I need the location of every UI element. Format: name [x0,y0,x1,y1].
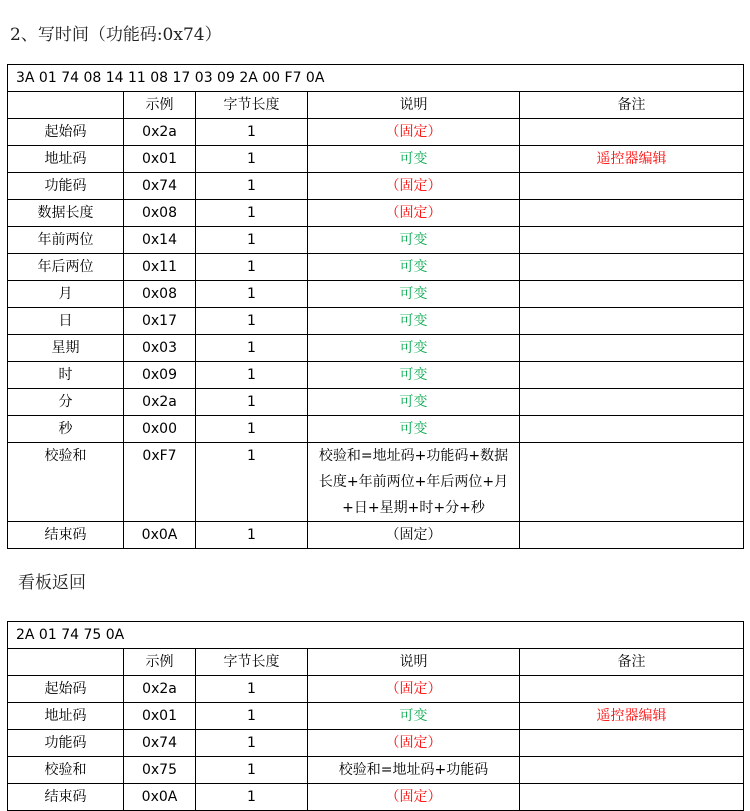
table-row [8,676,744,703]
table-row [8,308,744,335]
description: （固定） [308,119,520,146]
description: （固定） [308,200,520,227]
description: （固定） [308,784,520,811]
description: 可变 [308,308,520,335]
field-name: 星期 [8,335,124,362]
byte-length: 1 [196,335,308,362]
field-name: 地址码 [8,146,124,173]
example-value: 0x08 [124,281,196,308]
field-name: 日 [8,308,124,335]
table-row [8,443,744,522]
field-name: 月 [8,281,124,308]
example-value: 0x17 [124,308,196,335]
column-header: 示例 [124,649,196,676]
field-name: 年后两位 [8,254,124,281]
byte-length: 1 [196,443,308,522]
column-header: 备注 [520,92,744,119]
byte-length: 1 [196,200,308,227]
response-title: 看板返回 [18,573,86,593]
field-name: 起始码 [8,119,124,146]
byte-length: 1 [196,676,308,703]
table-row [8,173,744,200]
hex-frame: 3A 01 74 08 14 11 08 17 03 09 2A 00 F7 0A [8,65,744,92]
field-name: 年前两位 [8,227,124,254]
field-name: 秒 [8,416,124,443]
byte-length: 1 [196,757,308,784]
table-row [8,281,744,308]
example-value: 0xF7 [124,443,196,522]
field-name: 地址码 [8,703,124,730]
description: （固定） [308,522,520,549]
example-value: 0x74 [124,173,196,200]
description: 可变 [308,281,520,308]
remark [520,784,744,811]
column-header [8,649,124,676]
example-value: 0x2a [124,389,196,416]
table-row [8,389,744,416]
header-row [8,92,744,119]
example-value: 0x01 [124,146,196,173]
remark [520,308,744,335]
description: （固定） [308,676,520,703]
byte-length: 1 [196,227,308,254]
column-header: 字节长度 [196,649,308,676]
column-header: 备注 [520,649,744,676]
table-row [8,730,744,757]
column-header: 示例 [124,92,196,119]
remark [520,757,744,784]
byte-length: 1 [196,173,308,200]
field-name: 时 [8,362,124,389]
example-value: 0x2a [124,119,196,146]
remark [520,173,744,200]
table-row [8,119,744,146]
example-value: 0x00 [124,416,196,443]
field-name: 校验和 [8,757,124,784]
table-row [8,335,744,362]
example-value: 0x09 [124,362,196,389]
byte-length: 1 [196,389,308,416]
description: 可变 [308,389,520,416]
column-header [8,92,124,119]
example-value: 0x14 [124,227,196,254]
byte-length: 1 [196,119,308,146]
example-value: 0x0A [124,784,196,811]
byte-length: 1 [196,281,308,308]
byte-length: 1 [196,308,308,335]
remark [520,416,744,443]
remark [520,335,744,362]
response-table [7,621,744,811]
table-row [8,254,744,281]
remark [520,254,744,281]
description: 可变 [308,362,520,389]
description: 可变 [308,227,520,254]
description: （固定） [308,730,520,757]
remark [520,200,744,227]
section-title: 2、写时间（功能码:0x74） [10,25,222,45]
remark [520,119,744,146]
column-header: 字节长度 [196,92,308,119]
field-name: 校验和 [8,443,124,522]
field-name: 功能码 [8,173,124,200]
remark [520,443,744,522]
table-row [8,362,744,389]
remark [520,730,744,757]
example-value: 0x08 [124,200,196,227]
remark [520,389,744,416]
description: 可变 [308,416,520,443]
header-row [8,649,744,676]
table-row [8,703,744,730]
byte-length: 1 [196,703,308,730]
field-name: 起始码 [8,676,124,703]
example-value: 0x01 [124,703,196,730]
column-header: 说明 [308,92,520,119]
table-row [8,227,744,254]
table-row [8,416,744,443]
description: 可变 [308,335,520,362]
hex-frame: 2A 01 74 75 0A [8,622,744,649]
table-row [8,522,744,549]
field-name: 数据长度 [8,200,124,227]
byte-length: 1 [196,362,308,389]
field-name: 功能码 [8,730,124,757]
column-header: 说明 [308,649,520,676]
remark [520,676,744,703]
byte-length: 1 [196,784,308,811]
byte-length: 1 [196,146,308,173]
table-row [8,784,744,811]
byte-length: 1 [196,730,308,757]
example-value: 0x0A [124,522,196,549]
remark [520,362,744,389]
example-value: 0x74 [124,730,196,757]
field-name: 结束码 [8,784,124,811]
remark: 遥控器编辑 [520,703,744,730]
table-row [8,757,744,784]
example-value: 0x2a [124,676,196,703]
description: 可变 [308,146,520,173]
table-row [8,200,744,227]
example-value: 0x75 [124,757,196,784]
example-value: 0x03 [124,335,196,362]
table-row [8,146,744,173]
description: 校验和=地址码+功能码+数据长度+年前两位+年后两位+月+日+星期+时+分+秒 [308,443,520,522]
remark [520,522,744,549]
description: （固定） [308,173,520,200]
field-name: 结束码 [8,522,124,549]
description: 可变 [308,703,520,730]
remark [520,227,744,254]
example-value: 0x11 [124,254,196,281]
remark: 遥控器编辑 [520,146,744,173]
byte-length: 1 [196,522,308,549]
remark [520,281,744,308]
write-time-table [7,64,744,549]
description: 校验和=地址码+功能码 [308,757,520,784]
byte-length: 1 [196,416,308,443]
byte-length: 1 [196,254,308,281]
field-name: 分 [8,389,124,416]
description: 可变 [308,254,520,281]
